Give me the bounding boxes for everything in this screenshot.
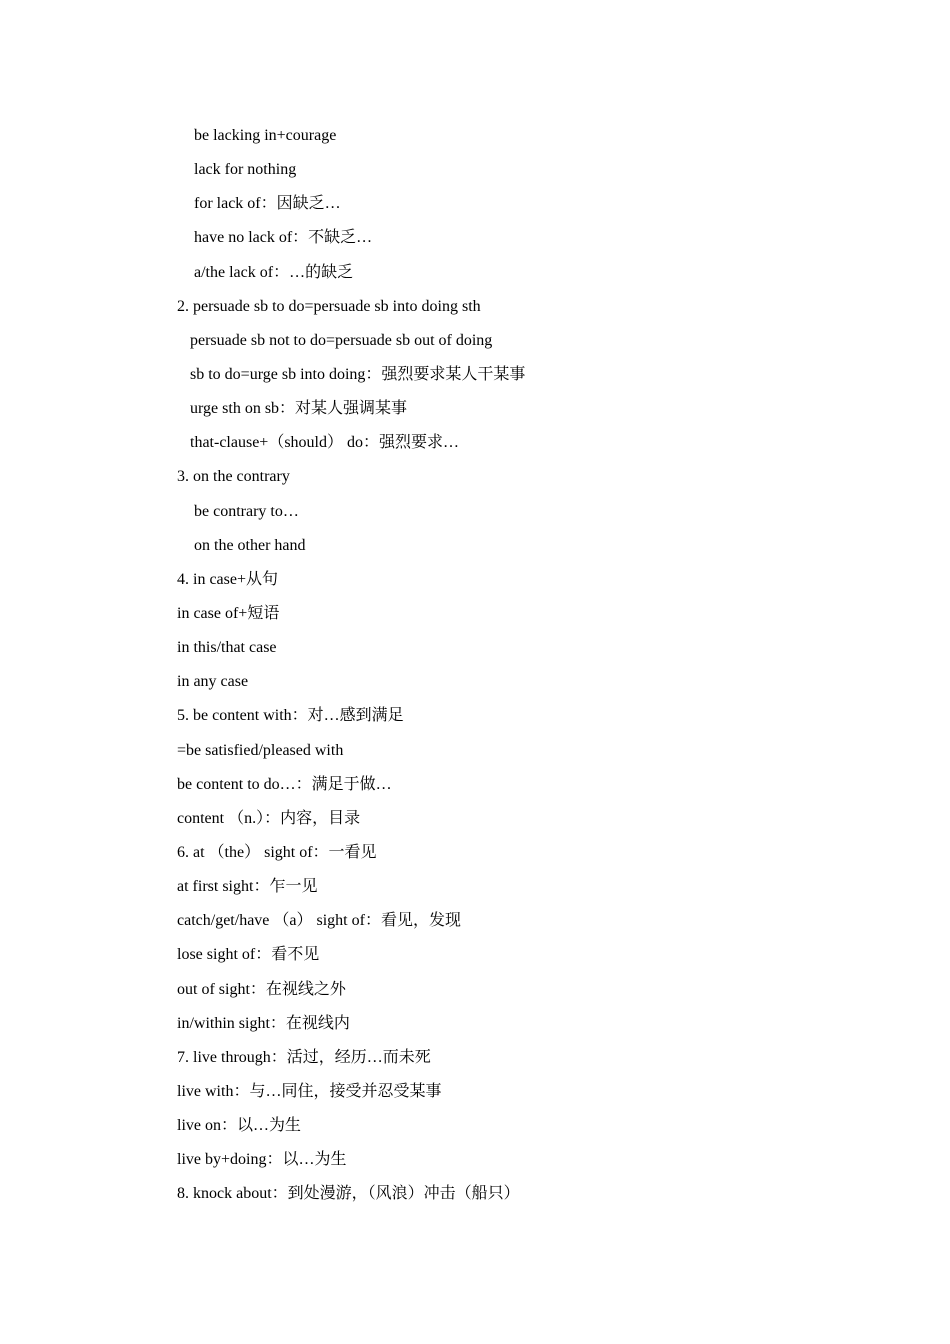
vocabulary-notes xyxy=(177,119,817,1212)
text-line: be contrary to… xyxy=(194,502,299,520)
text-line: live on：以…为生 xyxy=(177,1117,301,1135)
text-line: out of sight：在视线之外 xyxy=(177,980,346,998)
item-heading: 7. live through：活过，经历…而未死 xyxy=(177,1048,431,1066)
text-line: for lack of：因缺乏… xyxy=(194,195,341,213)
item-heading: 6. at （the） sight of：一看见 xyxy=(177,843,377,861)
item-heading: 4. in case+从句 xyxy=(177,570,279,588)
item-heading: 2. persuade sb to do=persuade sb into doing sth xyxy=(177,297,481,315)
item-heading: 3. on the contrary xyxy=(177,468,290,486)
text-line: in any case xyxy=(177,673,249,691)
text-line: persuade sb not to do=persuade sb out of doing xyxy=(190,331,493,349)
text-line: live with：与…同住，接受并忍受某事 xyxy=(177,1082,442,1100)
text-line: urge sth on sb：对某人强调某事 xyxy=(190,400,408,418)
text-line: =be satisfied/pleased with xyxy=(177,741,344,759)
text-line: catch/get/have （a） sight of：看见，发现 xyxy=(177,912,461,930)
text-line: in case of+短语 xyxy=(177,604,280,622)
text-line: be lacking in+courage xyxy=(194,127,337,144)
text-line: content （n.）：内容，目录 xyxy=(177,809,361,827)
text-line: lose sight of：看不见 xyxy=(177,946,320,964)
text-line: have no lack of：不缺乏… xyxy=(194,229,373,247)
text-line: on the other hand xyxy=(194,536,306,554)
text-line: in/within sight：在视线内 xyxy=(177,1014,350,1032)
item-heading: 5. be content with：对…感到满足 xyxy=(177,707,404,725)
text-line: be content to do…：满足于做… xyxy=(177,775,392,793)
text-line: a/the lack of：…的缺乏 xyxy=(194,263,354,281)
text-line: sb to do=urge sb into doing：强烈要求某人干某事 xyxy=(190,365,526,383)
text-line: live by+doing：以…为生 xyxy=(177,1151,347,1169)
text-line: at first sight：乍一见 xyxy=(177,878,318,896)
item-heading: 8. knock about：到处漫游，（风浪）冲击（船只） xyxy=(177,1185,520,1203)
text-line: that-clause+（should） do：强烈要求… xyxy=(190,434,459,452)
text-line: lack for nothing xyxy=(194,161,297,179)
text-line: in this/that case xyxy=(177,639,277,657)
